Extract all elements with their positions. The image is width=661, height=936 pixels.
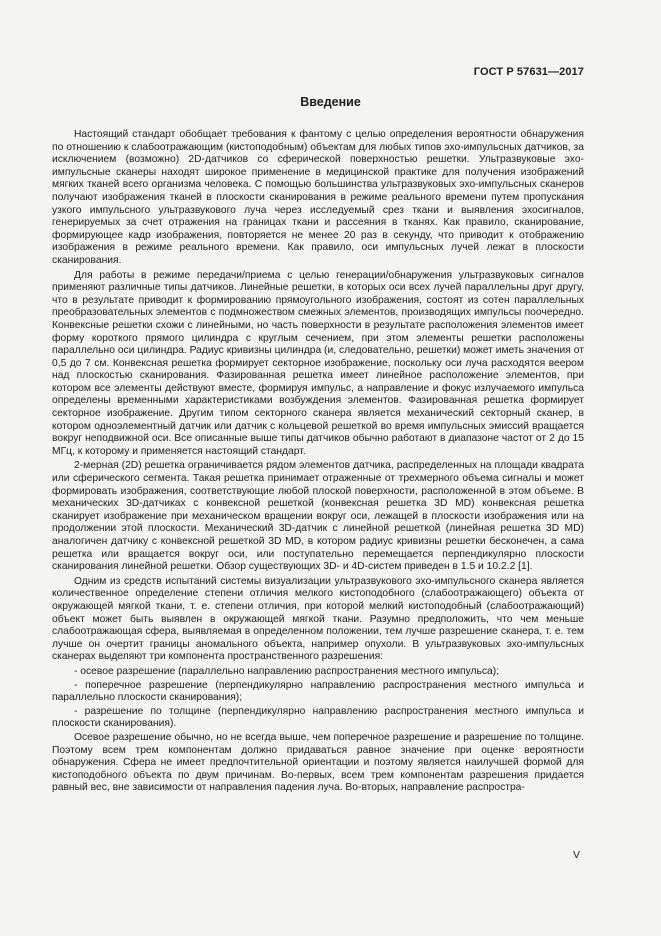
page-number: V xyxy=(572,849,580,861)
paragraph: Осевое разрешение обычно, но не всегда выше, чем поперечное разрешение и разрешение по толщине. Поэтому всем трем компонентам должно придаваться равное значение при оценке вероятности обнаружения. Сфера не имеет предпочтительной ориентации и поэтому является наилучшей формой для кистоподобного объекта по двум причинам. Во-первых, всем трем компонентам разрешения придается равный вес, вне зависимости от направления падения луча. Во-вторых, направление распростра- xyxy=(52,731,584,794)
document-code: ГОСТ Р 57631—2017 xyxy=(473,66,584,78)
paragraph: Для работы в режиме передачи/приема с целью генерации/обнаружения ультразвуковых сигналов применяют различные типы датчиков. Линейные решетки, в которых оси всех лучей параллельны друг другу, что в результате приводит к формированию прямоугольного изображения, состоят из сотен параллельных преобразовательных элементов с подмножеством смежных элементов, производящих импульсы поочередно. Конвексные решетки схожи с линейными, но часть поверхности в результате расположения элементов имеет форму короткого прямого цилиндра с круглым сечением, при этом элементы решетки расположены параллельно оси цилиндра. Радиус кривизны цилиндра (и, следовательно, решетки) может иметь значения от 0,5 до 7 см. Конвексная решетка формирует секторное изображение, поскольку оси луча расходятся веером над плоскостью сканирования. Фазированная решетка имеет линейное расположение элементов, при котором все элементы действуют вместе, формируя импульс, а направление и фокус излучаемого импульса определены временными характеристиками возбуждения элементов. Фазированная решетка формирует секторное изображение. Другим типом секторного сканера является механический секторный сканер, в котором одноэлементный датчик или датчик с кольцевой решеткой во время импульсных эмиссий вращается вокруг неподвижной оси. Все описанные выше типы датчиков обычно работают в диапазоне частот от 2 до 15 МГц, к которому и применяется настоящий стандарт. xyxy=(52,269,584,457)
list-item: - разрешение по толщине (перпендикулярно направлению распространения местного импульса и плоскости сканирования). xyxy=(52,705,584,730)
list-item: - поперечное разрешение (перпендикулярно направлению распространения местного импульса и параллельно плоскости сканирования); xyxy=(52,679,584,704)
paragraph: 2-мерная (2D) решетка ограничивается рядом элементов датчика, распределенных на площади квадрата или сферического сегмента. Такая решетка принимает отраженные от трехмерного объема сигналы и может формировать изображения, соответствующие любой плоской поверхности, расположенной в этом объеме. В механических 3D-датчиках с конвексной решеткой (конвексная решетка 3D MD) конвексная решетка сканирует изображение при механическом вращении вокруг оси, лежащей в плоскости изображения или на продолжении этой плоскости. Механический 3D-датчик с линейной решеткой (линейная решетка 3D MD) аналогичен датчику с конвексной решеткой 3D MD, в котором радиус кривизны решетки бесконечен, а сама решетка или вращается вокруг оси, или поступательно перемещается перпендикулярно плоскости сканирования линейной решетки. Обзор существующих 3D- и 4D-систем приведен в 1.5 и 10.2.2 [1]. xyxy=(52,460,584,573)
body-text xyxy=(52,129,584,797)
section-title: Введение xyxy=(300,95,361,109)
list-item: - осевое разрешение (параллельно направлению распространения местного импульса); xyxy=(74,665,500,677)
paragraph: Одним из средств испытаний системы визуализации ультразвукового эхо-импульсного сканера является количественное определение степени отличия мелкого кистоподобного (слабоотражающего) объекта от окружающей мягкой ткани, т. е. степени отличия, при которой мелкий кистоподобный (слабоотражающий) объект может быть выявлен в окружающей мягкой ткани. Разумно предположить, что чем меньше слабоотражающая сфера, выявляемая в определенном положении, тем лучше разрешение сканера, т. е. тем лучше он очертит границы аномального объекта, например опухоли. В ультразвуковых эхо-импульсных сканерах выделяют три компонента пространственного разрешения: xyxy=(52,575,584,663)
paragraph: Настоящий стандарт обобщает требования к фантому с целью определения вероятности обнаружения по отношению к слабоотражающим (кистоподобным) объектам для любых типов эхо-импульсных датчиков, за исключением (возможно) 2D-датчиков со сферической поверхностью решетки. Ультразвуковые эхо-импульсные сканеры находят широкое применение в медицинской практике для получения изображений мягких тканей всего организма человека. С помощью большинства ультразвуковых эхо-импульсных сканеров получают изображения тканей в плоскости сканирования в режиме реального времени путем пропускания узкого импульсного ультразвукового луча через исследуемый срез ткани и выявления эхосигналов, генерируемых за счет отражения на границах ткани и рассеяния в тканях. Как правило, сканирование, формирующее кадр изображения, повторяется не менее 20 раз в секунду, что приводит к отображению изображения в режиме реального времени. Как правило, оси импульсных лучей лежат в плоскости сканирования. xyxy=(52,129,584,266)
